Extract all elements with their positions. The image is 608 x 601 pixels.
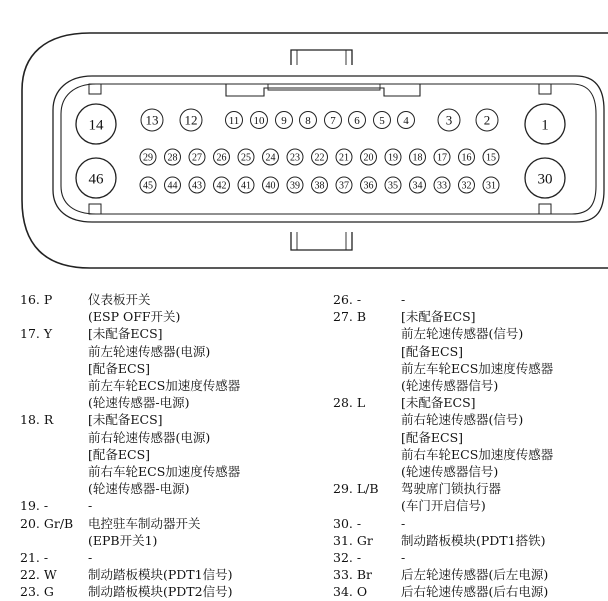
pin-description-line: (车门开启信号) [401, 498, 486, 514]
pin-label: 12 [184, 112, 198, 128]
pin-label: 31 [486, 180, 496, 192]
pin-22 [312, 149, 328, 165]
guide-post-bottom-right [539, 204, 551, 214]
pin-label: 17 [437, 152, 447, 164]
pin-3 [438, 109, 460, 131]
pin-label: 32 [461, 180, 472, 192]
pin-description-line: - [401, 550, 406, 565]
pin-23 [287, 149, 303, 165]
pin-15 [483, 149, 499, 165]
pin-description-line: 后右轮速传感器(后右电源) [401, 584, 549, 600]
pin-description-line: (轮速传感器信号) [401, 463, 499, 479]
pin-37 [336, 177, 352, 193]
pin-description-line: [配备ECS] [88, 360, 151, 376]
pin-description-line: [未配备ECS] [401, 309, 476, 325]
pin-39 [287, 177, 303, 193]
pin-32 [459, 177, 475, 193]
pin-description-line: 前右轮速传感器(信号) [401, 412, 524, 428]
pin-46 [76, 158, 116, 198]
pin-label: 7 [330, 114, 336, 127]
pin-number-wire-color: 16. P [20, 292, 53, 307]
pin-description-line: 仪表板开关 [88, 292, 151, 307]
pin-label: 13 [145, 112, 159, 128]
pin-14 [76, 104, 116, 144]
pin-number-wire-color: 26. - [333, 292, 362, 307]
pin-label: 33 [437, 180, 447, 192]
pin-28 [165, 149, 181, 165]
pin-27 [189, 149, 205, 165]
pin-description-line: 制动踏板模块(PDT2信号) [88, 584, 233, 600]
pin-description-line: [配备ECS] [401, 429, 464, 445]
pin-description-line: - [401, 292, 406, 307]
pin-label: 1 [541, 117, 549, 134]
pin-label: 20 [363, 152, 374, 164]
pin-label: 2 [483, 112, 491, 128]
pin-description-line: - [88, 550, 93, 565]
pin-description-line: [未配备ECS] [88, 412, 163, 428]
pin-label: 11 [228, 114, 240, 127]
pin-4 [398, 112, 415, 129]
pin-label: 6 [354, 114, 360, 127]
pin-label: 19 [388, 152, 398, 164]
pin-label: 41 [241, 180, 251, 192]
pin-36 [361, 177, 377, 193]
pin-number-wire-color: 23. G [20, 584, 54, 600]
pin-number-wire-color: 18. R [20, 412, 54, 428]
pin-19 [385, 149, 401, 165]
pin-description-line: [配备ECS] [401, 343, 464, 359]
pin-33 [434, 177, 450, 193]
pin-label: 46 [88, 171, 104, 188]
pin-1 [525, 104, 565, 144]
pin-description-line: 前右轮速传感器(电源) [88, 429, 211, 445]
pin-label: 3 [445, 112, 453, 128]
pin-description-line: 前左轮速传感器(电源) [88, 343, 211, 359]
pin-description-line: (轮速传感器信号) [401, 377, 499, 393]
pin-label: 16 [461, 152, 472, 164]
pin-12 [180, 109, 202, 131]
pin-34 [410, 177, 426, 193]
pin-number-wire-color: 29. L/B [333, 481, 379, 497]
pin-45 [140, 177, 156, 193]
pin-26 [214, 149, 230, 165]
pin-label: 34 [412, 180, 423, 192]
pin-label: 10 [253, 114, 265, 127]
pin-label: 42 [216, 180, 227, 192]
pin-10 [251, 112, 268, 129]
pin-description-line: (ESP OFF开关) [88, 309, 181, 325]
pin-label: 8 [305, 114, 311, 127]
pin-35 [385, 177, 401, 193]
pin-description-line: [未配备ECS] [401, 395, 476, 411]
pin-43 [189, 177, 205, 193]
pin-description-line: [未配备ECS] [88, 326, 163, 342]
pin-description-line: 制动踏板模块(PDT1搭铁) [401, 532, 546, 548]
pin-label: 4 [403, 114, 409, 127]
pin-label: 21 [339, 152, 349, 164]
pin-11 [226, 112, 243, 129]
pin-description-line: 制动踏板模块(PDT1信号) [88, 567, 233, 583]
guide-post-top-left [89, 84, 101, 94]
pin-label: 14 [88, 117, 104, 134]
pin-number-wire-color: 17. Y [20, 326, 53, 342]
pin-18 [410, 149, 426, 165]
pin-7 [325, 112, 342, 129]
pin-label: 35 [388, 180, 398, 192]
pin-29 [140, 149, 156, 165]
pin-13 [141, 109, 163, 131]
pin-number-wire-color: 19. - [20, 498, 49, 514]
pin-44 [165, 177, 181, 193]
pin-42 [214, 177, 230, 193]
pin-24 [263, 149, 279, 165]
pin-description-line: 前左车轮ECS加速度传感器 [88, 377, 241, 393]
pin-9 [276, 112, 293, 129]
pin-25 [238, 149, 254, 165]
pin-number-wire-color: 28. L [333, 395, 366, 411]
pin-group [76, 104, 565, 198]
pin-label: 5 [379, 114, 385, 127]
pin-label: 43 [192, 180, 202, 192]
pin-description-line: (轮速传感器-电源) [88, 481, 190, 497]
inner-cavity-outline [53, 76, 604, 222]
pin-41 [238, 177, 254, 193]
pin-label: 27 [192, 152, 202, 164]
pin-label: 39 [290, 180, 300, 192]
pin-2 [476, 109, 498, 131]
pin-description-line: [配备ECS] [88, 446, 151, 462]
pin-21 [336, 149, 352, 165]
pin-label: 44 [167, 180, 178, 192]
pin-description-line: - [88, 498, 93, 514]
pin-label: 29 [143, 152, 153, 164]
pin-20 [361, 149, 377, 165]
pin-description-line: (EPB开关1) [88, 532, 158, 548]
pin-description-line: - [401, 515, 406, 531]
pin-label: 45 [143, 180, 153, 192]
pin-label: 38 [314, 180, 325, 192]
pin-8 [300, 112, 317, 129]
pin-label: 22 [314, 152, 325, 164]
pin-label: 24 [265, 152, 276, 164]
pin-31 [483, 177, 499, 193]
pin-description-line: 前左轮速传感器(信号) [401, 326, 524, 342]
pin-number-wire-color: 22. W [20, 567, 57, 583]
pin-description-line: 前右车轮ECS加速度传感器 [88, 463, 241, 479]
pin-number-wire-color: 32. - [333, 550, 362, 565]
pin-label: 40 [265, 180, 276, 192]
pin-number-wire-color: 20. Gr/B [20, 515, 74, 531]
pin-description-line: 驾驶席门锁执行器 [401, 481, 502, 497]
pin-label: 37 [339, 180, 349, 192]
connector-diagram [0, 0, 608, 290]
guide-post-top-right [539, 84, 551, 94]
pin-number-wire-color: 30. - [333, 515, 362, 531]
pin-label: 26 [216, 152, 227, 164]
pin-number-wire-color: 31. Gr [333, 532, 373, 548]
pin-40 [263, 177, 279, 193]
pin-label: 23 [290, 152, 300, 164]
pin-description-line: 前左车轮ECS加速度传感器 [401, 360, 554, 376]
pin-17 [434, 149, 450, 165]
pin-label: 28 [167, 152, 178, 164]
pin-38 [312, 177, 328, 193]
pin-label: 15 [486, 152, 496, 164]
bottom-latch [291, 232, 352, 250]
pin-description-line: 后左轮速传感器(后左电源) [401, 567, 549, 583]
pin-label: 9 [281, 114, 287, 127]
pin-6 [349, 112, 366, 129]
pin-description-line: (轮速传感器-电源) [88, 395, 190, 411]
pin-number-wire-color: 33. Br [333, 567, 373, 583]
pin-5 [374, 112, 391, 129]
pin-16 [459, 149, 475, 165]
pin-number-wire-color: 27. B [333, 309, 367, 325]
pin-number-wire-color: 21. - [20, 550, 49, 565]
pin-label: 30 [537, 171, 553, 188]
pin-number-wire-color: 34. O [333, 584, 368, 600]
pin-label: 36 [363, 180, 374, 192]
top-latch [291, 50, 352, 65]
pin-description-line: 前右车轮ECS加速度传感器 [401, 446, 554, 462]
pin-label: 25 [241, 152, 251, 164]
pin-30 [525, 158, 565, 198]
pin-description-line: 电控驻车制动器开关 [88, 515, 201, 531]
pin-label: 18 [412, 152, 423, 164]
guide-post-bottom-left [89, 204, 101, 214]
